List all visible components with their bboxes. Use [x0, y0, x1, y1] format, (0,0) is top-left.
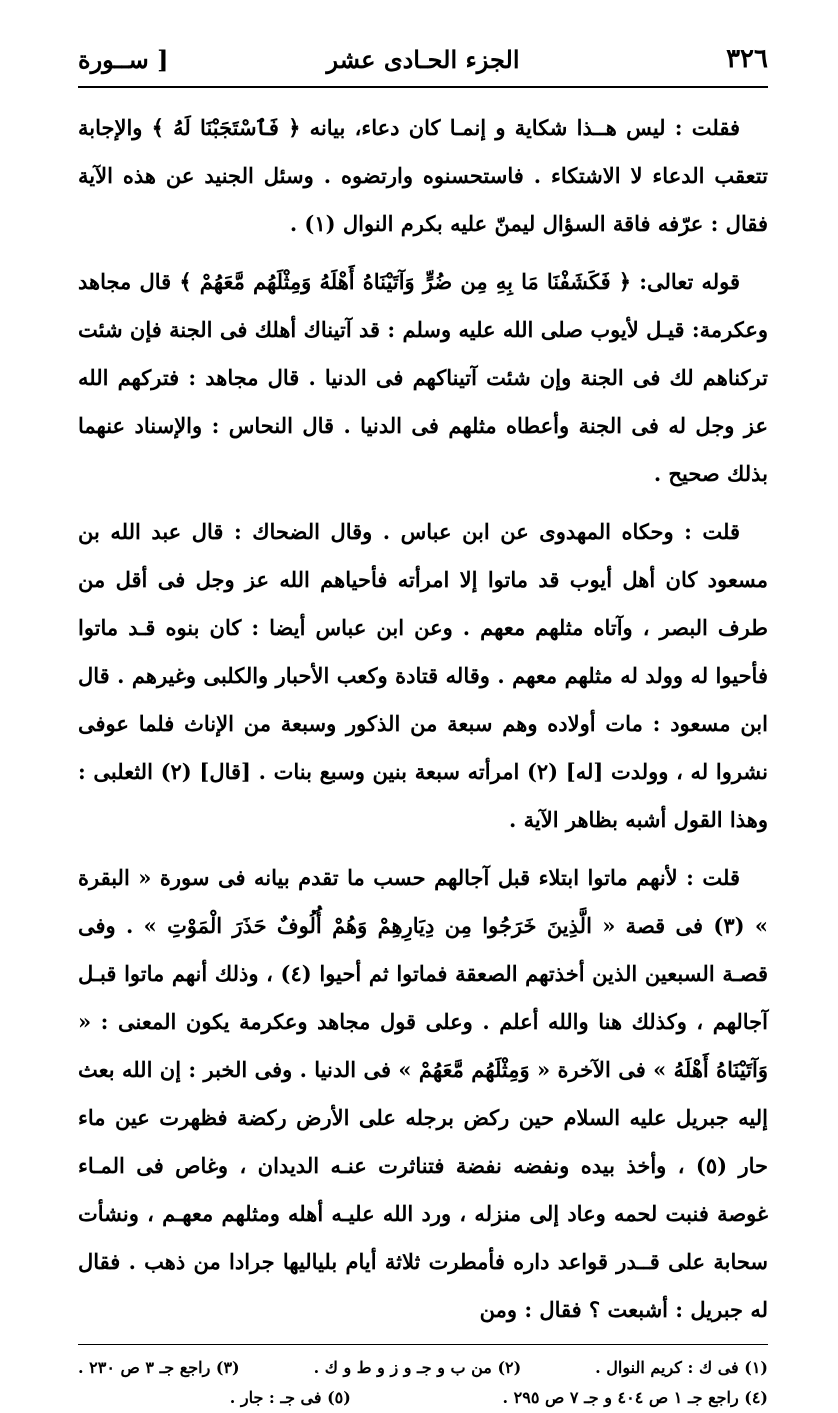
footnote-row	[78, 1353, 768, 1383]
paragraph-1: فقلت : ليس هــذا شكاية و إنمـا كان دعاء، بيانه ﴿ فَٱسْتَجَبْنَا لَهُ ﴾ والإجابة تتعقب الدعاء لا الاشتكاء . فاستحسنوه وارتضوه . وسئل الجنيد عن هذه الآية فقال : عرّفه فاقة السؤال ليمنّ عليه بكرم النوال (١) .	[78, 115, 768, 236]
footnotes	[78, 1353, 768, 1413]
footnote-5: (٥) فى جـ : جار .	[229, 1388, 351, 1407]
page-number: ٣٢٦	[726, 44, 768, 74]
surah-label: [ ســورة	[78, 44, 169, 74]
footnote-1: (١) فى ك : كريم النوال .	[595, 1358, 768, 1377]
footnote-row	[78, 1383, 768, 1413]
footnote-2: (٢) من ب و جـ و ز و ط و ك .	[313, 1358, 522, 1377]
book-page	[78, 40, 768, 1407]
paragraph-3: قلت : وحكاه المهدوى عن ابن عباس . وقال الضحاك : قال عبد الله بن مسعود كان أهل أيوب قد ماتوا إلا امرأته فأحياهم الله عز وجل فى أقل من طرف البصر ، وآتاه مثلهم معهم . وعن ابن عباس أيضا : كان بنوه قـد ماتوا فأحيوا له وولد له مثلهم معهم . وقاله قتادة وكعب الأحبار والكلبى وغيرهم . قال ابن مسعود : مات أولاده وهم سبعة من الذكور وسبعة من الإناث فلما عوفى نشروا له ، وولدت [له] (٢) امرأته سبعة بنين وسبع بنات . [قال] (٢) الثعلبى : وهذا القول أشبه بظاهر الآية .	[78, 519, 768, 832]
paragraph-4: قلت : لأنهم ماتوا ابتلاء قبل آجالهم حسب ما تقدم بيانه فى سورة « البقرة » (٣) فى قصة « الَّذِينَ خَرَجُوا مِن دِيَارِهِمْ وَهُمْ أُلُوفٌ حَذَرَ الْمَوْتِ » . وفى قصـة السبعين الذين أخذتهم الصعقة فماتوا ثم أحيوا (٤) ، وذلك أنهم ماتوا قبـل آجالهم ، وكذلك هنا والله أعلم . وعلى قول مجاهد وعكرمة يكون المعنى : « وَآتَيْنَاهُ أَهْلَهُ » فى الآخرة « وَمِثْلَهُم مَّعَهُمْ » فى الدنيا . وفى الخبر : إن الله بعث إليه جبريل عليه السلام حين ركض برجله على الأرض ركضة فظهرت عين ماء حار (٥) ، وأخذ بيده ونفضه نفضة فتناثرت عنـه الديدان ، وغاص فى المـاء غوصة فنبت لحمه وعاد إلى منزله ، ورد الله عليـه أهله ومثلهم معهـم ، ونشأت سحابة على قــدر قواعد داره فأمطرت ثلاثة أيام بلياليها جرادا من ذهب . فقال له جبريل : أشبعت ؟ فقال : ومن	[78, 865, 768, 1322]
page-header	[78, 40, 768, 88]
footnote-3: (٣) راجع جـ ٣ ص ٢٣٠ .	[78, 1358, 240, 1377]
page-body	[78, 104, 768, 1334]
paragraph-2: قوله تعالى: ﴿ فَكَشَفْنَا مَا بِهِ مِن ضُرٍّ وَآتَيْنَاهُ أَهْلَهُ وَمِثْلَهُم مَّعَهُمْ ﴾ قال مجاهد وعكرمة: قيـل لأيوب صلى الله عليه وسلم : قد آتيناك أهلك فى الجنة فإن شئت تركناهم لك فى الجنة وإن شئت آتيناكهم فى الدنيا . قال مجاهد : فتركهم الله عز وجل له فى الجنة وأعطاه مثلهم فى الدنيا . قال النحاس : والإسناد عنهما بذلك صحيح .	[78, 269, 768, 486]
footnote-divider	[78, 1344, 768, 1345]
part-title: الجزء الحـادى عشر	[326, 44, 520, 74]
footnote-4: (٤) راجع جـ ١ ص ٤٠٤ و جـ ٧ ص ٢٩٥ .	[502, 1388, 768, 1407]
